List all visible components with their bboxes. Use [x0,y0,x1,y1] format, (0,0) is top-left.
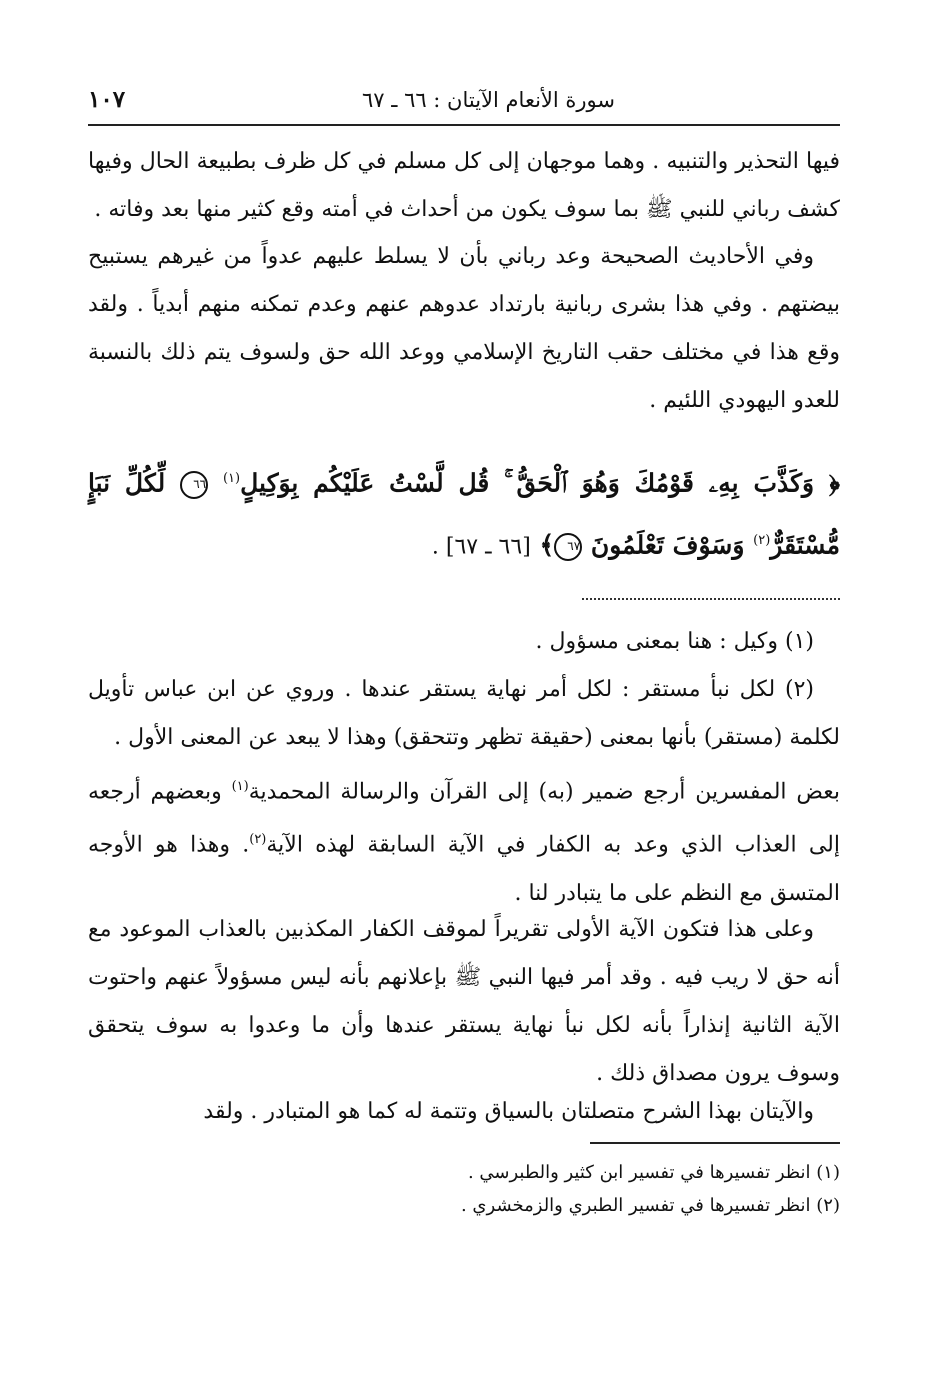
footnotes [88,1156,840,1222]
verse-part-3: وَسَوْفَ تَعْلَمُونَ [590,530,745,560]
top-text-block [88,138,840,234]
commentary-text-2: وعلى هذا فتكون الآية الأولى تقريراً لموقف الكفار المكذبين بالعذاب الموعود مع أنه حق لا ريب فيه . وقد أمر فيها النبي ﷺ بإعلانهم بأنه ليس مسؤولاً عنهم واحتوت الآية الثانية إنذاراً بأنه لكل نبأ نهاية يستقر عندها وأن ما وعدوا به سوف يتحقق وسوف يرون مصداق ذلك . [88,917,840,1086]
word-note-2: (٢) لكل نبأ مستقر : لكل أمر نهاية يستقر عندها . وروي عن ابن عباس تأويل لكلمة (مستقر) بأنها بمعنى (حقيقة تظهر وتتحقق) وهذا لا يبعد عن المعنى الأول . [88,677,840,750]
footnote-1: (١) انظر تفسيرها في تفسير ابن كثير والطبرسي . [467,1162,840,1183]
footnote-ref-1: (١) [231,779,249,794]
ayah-number-67: ٦٧ [554,533,582,561]
verse-note-ref-1: (١) [222,471,241,486]
running-title: سورة الأنعام الآيتان : ٦٦ ـ ٦٧ [361,88,615,112]
verse-reference: [٦٦ ـ ٦٧] . [431,534,531,560]
hadith-paragraph-block [88,233,840,425]
ayah-number-66: ٦٦ [180,471,208,499]
verse-close-bracket: ﴾ [539,530,555,560]
footnote-2: (٢) انظر تفسيرها في تفسير الطبري والزمخشري . [460,1195,840,1216]
paragraph-continuation [88,138,840,234]
verse-open-bracket: ﴿ [828,468,840,498]
commentary-text-1 [88,763,840,918]
continuation-line-2: كشف رباني للنبي ﷺ بما سوف يكون من أحداث في أمته وقع كثير منها بعد وفاته . [94,197,840,222]
commentary-text-3: والآيتان بهذا الشرح متصلتان بالسياق وتتمة له كما هو المتبادر . ولقد [203,1099,814,1124]
footnote-rule [590,1142,840,1144]
commentary-paragraph-1 [88,763,840,918]
commentary-1-part-c: . وهذا هو الأوجه المتسق مع النظم على ما يتبادر لنا . [88,832,840,906]
footnote-ref-2: (٢) [249,832,267,848]
verse-part-2: لِّكُلِّ نَبَإٍ مُّسْتَقَرٌّ [88,468,840,560]
header-rule [88,124,840,126]
word-notes-block [88,618,840,762]
page-header [88,82,840,122]
hadith-paragraph: وفي الأحاديث الصحيحة وعد رباني بأن لا يسلط عليهم عدواً من غيرهم يستبيح بيضتهم . وفي هذا بشرى ربانية بارتداد عدوهم عنهم وعدم تمكنه منهم أبدياً . ولقد وقع هذا في مختلف حقب التاريخ الإسلامي ووعد الله حق ولسوف يتم ذلك بالنسبة للعدو اليهودي اللئيم . [88,244,840,413]
continuation-line-1: فيها التحذير والتنبيه . وهما موجهان إلى كل مسلم في كل ظرف بطبيعة الحال وفيها [88,149,840,174]
commentary-1-part-a: بعض المفسرين أرجع ضمير (به) إلى القرآن والرسالة المحمدية [248,779,841,805]
verse-part-1: وَكَذَّبَ بِهِۦ قَوْمُكَ وَهُوَ ٱلْحَقُّ ۚ قُل لَّسْتُ عَلَيْكُم بِوَكِيلٍ [240,468,815,498]
commentary-1-part-b: وبعضهم أرجعه إلى العذاب الذي وعد به الكفار في الآية السابقة لهذه الآية [88,779,840,858]
page-number: ١٠٧ [88,86,126,113]
commentary-paragraph-2 [88,906,840,1098]
verse-note-ref-2: (٢) [753,533,771,549]
quran-verse [88,450,840,577]
dotted-separator [582,598,840,600]
commentary-paragraph-3 [88,1088,840,1136]
word-note-1: (١) وكيل : هنا بمعنى مسؤول . [535,629,814,654]
